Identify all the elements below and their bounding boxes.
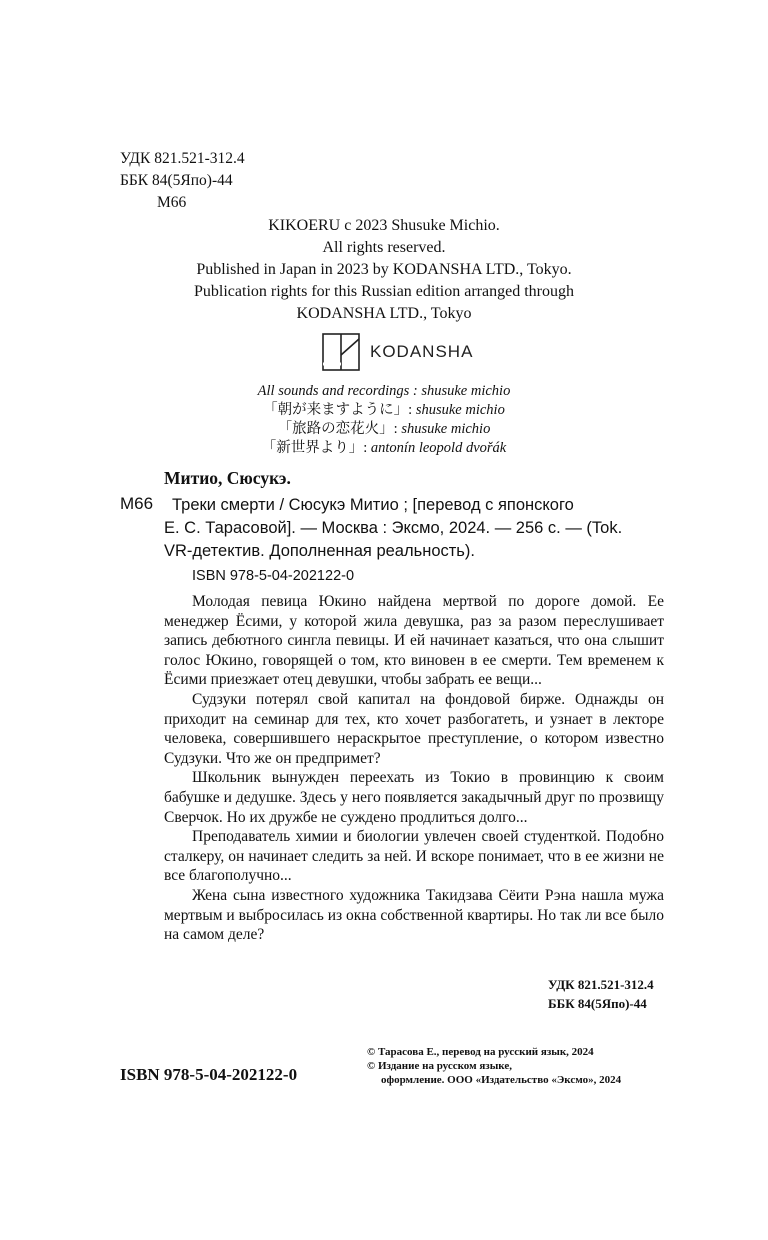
rights-block xyxy=(0,215,768,325)
footer-codes xyxy=(548,975,654,1013)
publisher-logo xyxy=(322,333,473,371)
bib-line: Е. С. Тарасовой]. — Москва : Эксмо, 2024. — 256 с. — (Tok. xyxy=(164,519,623,537)
rights-line: KIKOERU c 2023 Shusuke Michio. xyxy=(268,217,500,234)
copyright-line: © Тарасова Е., перевод на русский язык, 2024 xyxy=(367,1046,594,1058)
rights-line: Published in Japan in 2023 by KODANSHA LTD., Tokyo. xyxy=(196,261,572,278)
annotation-paragraph: Судзуки потерял свой капитал на фондовой бирже. Однажды он приходит на семинар для тех, кто хочет разбогатеть, и узнает в лекторе человека, совершившего нераскрытое преступление, о котором известно Судзуки. Что же он предпримет? xyxy=(164,690,664,767)
bib-line: Треки смерти / Сюсукэ Митио ; [перевод с японского xyxy=(172,496,574,514)
credit-line: All sounds and recordings : shusuke michio xyxy=(257,383,511,399)
annotation-paragraph: Жена сына известного художника Такидзава Сёити Рэна нашла мужа мертвым и выбросилась из окна собственной квартиры. Но так ли все было на самом деле? xyxy=(164,886,664,944)
annotation-paragraph: Преподаватель химии и биологии увлечен своей студенткой. Подобно сталкеру, он начинает следить за ней. И вскоре понимает, что в ее жизни не все благополучно... xyxy=(164,828,664,885)
footer-isbn: ISBN 978-5-04-202122-0 xyxy=(120,1065,298,1084)
bibliographic-description xyxy=(164,494,664,563)
credit-line: 「旅路の恋花火」: shusuke michio xyxy=(277,421,491,437)
copyright-line: оформление. ООО «Издательство «Эксмо», 2024 xyxy=(381,1074,622,1086)
copyright-line: © Издание на русском языке, xyxy=(367,1060,512,1072)
music-credits xyxy=(0,382,768,458)
rights-line: KODANSHA LTD., Tokyo xyxy=(296,305,472,322)
bib-line: VR-детектив. Дополненная реальность). xyxy=(164,542,475,560)
credit-line: 「新世界より」: antonín leopold dvořák xyxy=(261,440,507,456)
annotation xyxy=(164,592,664,945)
author-heading: Митио, Сюсукэ. xyxy=(164,468,291,488)
footer-udk: УДК 821.521-312.4 xyxy=(548,977,654,992)
udk-code: УДК 821.521-312.4 xyxy=(120,150,245,167)
bib-mark: М66 xyxy=(120,494,154,513)
rights-line: Publication rights for this Russian edition arranged through xyxy=(194,283,574,300)
annotation-paragraph: Молодая певица Юкино найдена мертвой по дороге домой. Ее менеджер Ёсими, у которой жила девушка, раз за разом переслушивает запись дебютного сингла певицы. И ей начинает казаться, что она слышит голос Юкино, говорящей о том, кто виновен в ее смерти. Тем временем к Ёсими приезжает отец девушки, чтобы забрать ее вещи... xyxy=(164,593,664,689)
footer-bbk: ББК 84(5Япо)-44 xyxy=(548,996,647,1011)
kodansha-logo-icon xyxy=(322,333,360,371)
rights-line: All rights reserved. xyxy=(322,239,446,256)
bbk-code: ББК 84(5Япо)-44 xyxy=(120,172,233,189)
copyright-block xyxy=(367,1045,621,1087)
isbn-entry: ISBN 978-5-04-202122-0 xyxy=(192,568,355,584)
author-mark: М66 xyxy=(157,194,187,211)
annotation-paragraph: Школьник вынужден переехать из Токио в провинцию к своим бабушке и дедушке. Здесь у него появляется закадычный друг по прозвищу Сверчок. Но их дружбе не суждено продлиться долго... xyxy=(164,769,664,826)
logo-text: KODANSHA xyxy=(370,342,474,361)
classification-codes xyxy=(120,148,245,214)
credit-line: 「朝が来ますように」: shusuke michio xyxy=(263,402,505,418)
